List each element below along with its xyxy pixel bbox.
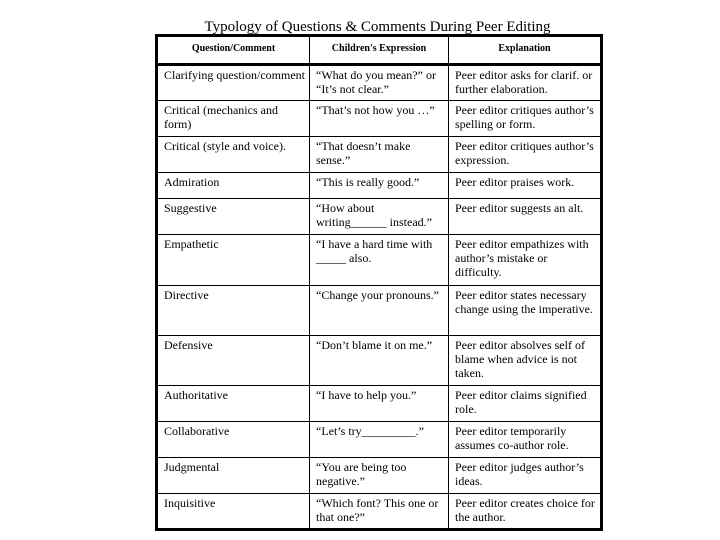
table-row bbox=[157, 199, 602, 235]
page-title: Typology of Questions & Comments During Peer Editing bbox=[204, 19, 551, 35]
cell-question: Suggestive bbox=[157, 199, 310, 235]
cell-explanation: Peer editor critiques author’s expression. bbox=[449, 137, 602, 173]
cell-expression: “That’s not how you …” bbox=[310, 101, 449, 137]
cell-question: Defensive bbox=[157, 336, 310, 386]
cell-expression: “Let’s try_________.” bbox=[310, 422, 449, 458]
table-row bbox=[157, 494, 602, 530]
cell-explanation: Peer editor creates choice for the author. bbox=[449, 494, 602, 530]
cell-explanation: Peer editor praises work. bbox=[449, 173, 602, 199]
cell-question: Empathetic bbox=[157, 235, 310, 286]
cell-question: Inquisitive bbox=[157, 494, 310, 530]
cell-question: Critical (mechanics and form) bbox=[157, 101, 310, 137]
cell-expression: “Which font? This one or that one?” bbox=[310, 494, 449, 530]
cell-expression: “You are being too negative.” bbox=[310, 458, 449, 494]
cell-expression: “What do you mean?” or “It’s not clear.” bbox=[310, 65, 449, 101]
cell-explanation: Peer editor temporarily assumes co-author role. bbox=[449, 422, 602, 458]
table-row bbox=[157, 458, 602, 494]
column-header-question: Question/Comment bbox=[157, 36, 310, 65]
cell-expression: “Don’t blame it on me.” bbox=[310, 336, 449, 386]
header-row bbox=[157, 36, 602, 65]
cell-question: Clarifying question/comment bbox=[157, 65, 310, 101]
table-row bbox=[157, 422, 602, 458]
table-row bbox=[157, 65, 602, 101]
table-row bbox=[157, 101, 602, 137]
cell-expression: “Change your pronouns.” bbox=[310, 286, 449, 336]
cell-explanation: Peer editor suggests an alt. bbox=[449, 199, 602, 235]
cell-explanation: Peer editor absolves self of blame when advice is not taken. bbox=[449, 336, 602, 386]
cell-expression: “How about writing______ instead.” bbox=[310, 199, 449, 235]
cell-expression: “I have a hard time with _____ also. bbox=[310, 235, 449, 286]
cell-explanation: Peer editor asks for clarif. or further elaboration. bbox=[449, 65, 602, 101]
column-header-expression: Children's Expression bbox=[310, 36, 449, 65]
cell-expression: “That doesn’t make sense.” bbox=[310, 137, 449, 173]
table-row bbox=[157, 286, 602, 336]
cell-question: Critical (style and voice). bbox=[157, 137, 310, 173]
cell-explanation: Peer editor claims signified role. bbox=[449, 386, 602, 422]
table-row bbox=[157, 173, 602, 199]
column-header-explanation: Explanation bbox=[449, 36, 602, 65]
table-row bbox=[157, 386, 602, 422]
table-row bbox=[157, 137, 602, 173]
table-row bbox=[157, 336, 602, 386]
cell-expression: “I have to help you.” bbox=[310, 386, 449, 422]
cell-question: Directive bbox=[157, 286, 310, 336]
cell-expression: “This is really good.” bbox=[310, 173, 449, 199]
cell-question: Judgmental bbox=[157, 458, 310, 494]
cell-question: Authoritative bbox=[157, 386, 310, 422]
cell-explanation: Peer editor empathizes with author’s mistake or difficulty. bbox=[449, 235, 602, 286]
cell-explanation: Peer editor critiques author’s spelling or form. bbox=[449, 101, 602, 137]
cell-question: Collaborative bbox=[157, 422, 310, 458]
cell-question: Admiration bbox=[157, 173, 310, 199]
cell-explanation: Peer editor states necessary change using the imperative. bbox=[449, 286, 602, 336]
cell-explanation: Peer editor judges author’s ideas. bbox=[449, 458, 602, 494]
typology-table bbox=[155, 34, 603, 531]
table-row bbox=[157, 235, 602, 286]
